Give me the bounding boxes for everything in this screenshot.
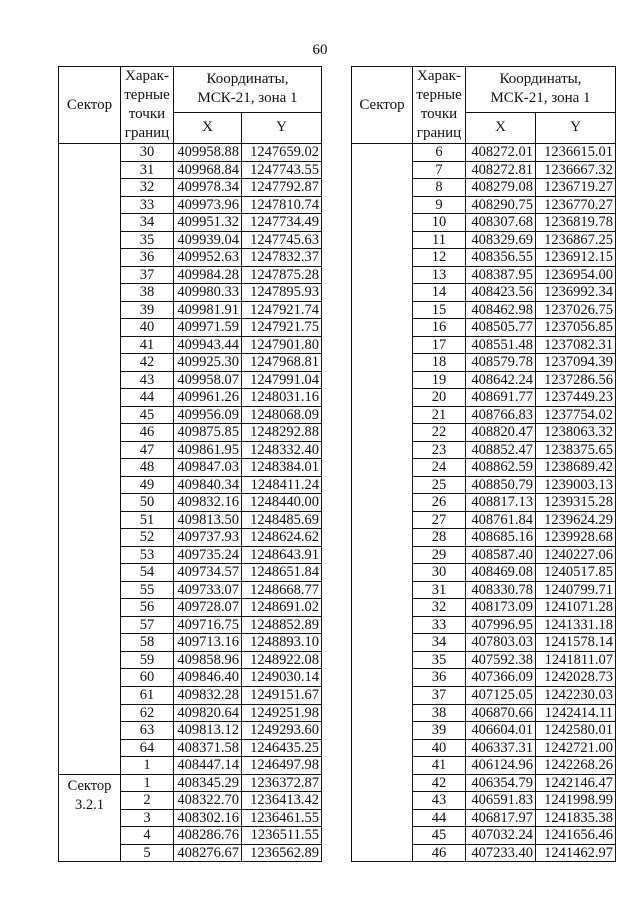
point-number-cell: 34 [121, 214, 174, 232]
x-coordinate-cell: 408852.47 [466, 441, 536, 459]
point-number-cell: 31 [121, 161, 174, 179]
x-coordinate-cell: 408272.81 [466, 161, 536, 179]
y-coordinate-cell: 1248332.40 [242, 441, 322, 459]
x-coordinate-cell: 408387.95 [466, 266, 536, 284]
y-coordinate-cell: 1239003.13 [536, 476, 616, 494]
y-coordinate-cell: 1236954.00 [536, 266, 616, 284]
y-coordinate-cell: 1240517.85 [536, 564, 616, 582]
x-coordinate-cell: 407803.03 [466, 634, 536, 652]
y-coordinate-cell: 1247810.74 [242, 196, 322, 214]
y-coordinate-cell: 1247745.63 [242, 231, 322, 249]
point-number-cell: 35 [413, 651, 466, 669]
x-coordinate-cell: 409733.07 [174, 581, 242, 599]
point-number-cell: 46 [413, 844, 466, 862]
x-coordinate-cell: 408302.16 [174, 809, 242, 827]
y-coordinate-cell: 1248691.02 [242, 599, 322, 617]
point-number-cell: 44 [121, 389, 174, 407]
x-coordinate-cell: 408272.01 [466, 144, 536, 162]
header-points-line: границ [124, 125, 170, 141]
sector-label: Сектор 3.2.1 [67, 777, 112, 813]
point-number-cell: 48 [121, 459, 174, 477]
y-coordinate-cell: 1237094.39 [536, 354, 616, 372]
x-coordinate-cell: 409813.12 [174, 722, 242, 740]
point-number-cell: 9 [413, 196, 466, 214]
point-number-cell: 33 [413, 616, 466, 634]
x-coordinate-cell: 409971.59 [174, 319, 242, 337]
x-coordinate-cell: 408307.68 [466, 214, 536, 232]
y-coordinate-cell: 1248893.10 [242, 634, 322, 652]
x-coordinate-cell: 408286.76 [174, 827, 242, 845]
point-number-cell: 44 [413, 809, 466, 827]
x-coordinate-cell: 408173.09 [466, 599, 536, 617]
point-number-cell: 60 [121, 669, 174, 687]
header-sector: Сектор [352, 67, 413, 144]
y-coordinate-cell: 1236819.78 [536, 214, 616, 232]
point-number-cell: 28 [413, 529, 466, 547]
x-coordinate-cell: 409813.50 [174, 511, 242, 529]
y-coordinate-cell: 1239315.28 [536, 494, 616, 512]
point-number-cell: 43 [121, 371, 174, 389]
y-coordinate-cell: 1248624.62 [242, 529, 322, 547]
x-coordinate-cell: 408330.78 [466, 581, 536, 599]
point-number-cell: 52 [121, 529, 174, 547]
y-coordinate-cell: 1248643.91 [242, 546, 322, 564]
x-coordinate-cell: 408469.08 [466, 564, 536, 582]
point-number-cell: 31 [413, 581, 466, 599]
y-coordinate-cell: 1247832.37 [242, 249, 322, 267]
point-number-cell: 6 [413, 144, 466, 162]
x-coordinate-cell: 409840.34 [174, 476, 242, 494]
y-coordinate-cell: 1237449.23 [536, 389, 616, 407]
y-coordinate-cell: 1238375.65 [536, 441, 616, 459]
point-number-cell: 36 [413, 669, 466, 687]
y-coordinate-cell: 1248031.16 [242, 389, 322, 407]
x-coordinate-cell: 409832.28 [174, 686, 242, 704]
page-number: 60 [312, 42, 328, 58]
y-coordinate-cell: 1248068.09 [242, 406, 322, 424]
x-coordinate-cell: 409958.07 [174, 371, 242, 389]
point-number-cell: 40 [121, 319, 174, 337]
y-coordinate-cell: 1236372.87 [242, 774, 322, 792]
point-number-cell: 35 [121, 231, 174, 249]
point-number-cell: 53 [121, 546, 174, 564]
y-coordinate-cell: 1247901.80 [242, 336, 322, 354]
y-coordinate-cell: 1241578.14 [536, 634, 616, 652]
y-coordinate-cell: 1236719.27 [536, 179, 616, 197]
point-number-cell: 58 [121, 634, 174, 652]
point-number-cell: 45 [121, 406, 174, 424]
table-row [59, 144, 322, 162]
table-row [352, 144, 616, 162]
y-coordinate-cell: 1237082.31 [536, 336, 616, 354]
point-number-cell: 27 [413, 511, 466, 529]
x-coordinate-cell: 409728.07 [174, 599, 242, 617]
y-coordinate-cell: 1248292.88 [242, 424, 322, 442]
point-number-cell: 46 [121, 424, 174, 442]
point-number-cell: 41 [121, 336, 174, 354]
point-number-cell: 32 [121, 179, 174, 197]
point-number-cell: 11 [413, 231, 466, 249]
x-coordinate-cell: 406337.31 [466, 739, 536, 757]
point-number-cell: 63 [121, 722, 174, 740]
header-points [413, 67, 466, 144]
point-number-cell: 32 [413, 599, 466, 617]
x-coordinate-cell: 406124.96 [466, 757, 536, 775]
header-points-line: терные [416, 87, 462, 103]
header-coordinates-line: МСК-21, зона 1 [490, 90, 591, 107]
x-coordinate-cell: 408579.78 [466, 354, 536, 372]
point-number-cell: 24 [413, 459, 466, 477]
point-number-cell: 55 [121, 581, 174, 599]
point-number-cell: 21 [413, 406, 466, 424]
x-coordinate-cell: 408850.79 [466, 476, 536, 494]
x-coordinate-cell: 408817.13 [466, 494, 536, 512]
x-coordinate-cell: 409734.57 [174, 564, 242, 582]
point-number-cell: 37 [413, 686, 466, 704]
y-coordinate-cell: 1246435.25 [242, 739, 322, 757]
y-coordinate-cell: 1236992.34 [536, 284, 616, 302]
x-coordinate-cell: 408447.14 [174, 757, 242, 775]
point-number-cell: 45 [413, 827, 466, 845]
x-coordinate-cell: 409832.16 [174, 494, 242, 512]
y-coordinate-cell: 1247968.81 [242, 354, 322, 372]
y-coordinate-cell: 1247895.93 [242, 284, 322, 302]
y-coordinate-cell: 1241462.97 [536, 844, 616, 862]
x-coordinate-cell: 408279.08 [466, 179, 536, 197]
y-coordinate-cell: 1247743.55 [242, 161, 322, 179]
x-coordinate-cell: 408642.24 [466, 371, 536, 389]
y-coordinate-cell: 1242721.00 [536, 739, 616, 757]
point-number-cell: 4 [121, 827, 174, 845]
x-coordinate-cell: 409952.63 [174, 249, 242, 267]
y-coordinate-cell: 1241998.99 [536, 792, 616, 810]
y-coordinate-cell: 1236413.42 [242, 792, 322, 810]
x-coordinate-cell: 406870.66 [466, 704, 536, 722]
point-number-cell: 41 [413, 757, 466, 775]
point-number-cell: 42 [413, 774, 466, 792]
x-coordinate-cell: 408329.69 [466, 231, 536, 249]
x-coordinate-cell: 409847.03 [174, 459, 242, 477]
header-points-line: Харак- [125, 68, 169, 84]
header-points-line: границ [416, 125, 462, 141]
x-coordinate-cell: 407233.40 [466, 844, 536, 862]
x-coordinate-cell: 409737.93 [174, 529, 242, 547]
x-coordinate-cell: 409981.91 [174, 301, 242, 319]
header-sector: Сектор [59, 67, 121, 144]
point-number-cell: 19 [413, 371, 466, 389]
x-coordinate-cell: 406604.01 [466, 722, 536, 740]
x-coordinate-cell: 407366.09 [466, 669, 536, 687]
point-number-cell: 30 [121, 144, 174, 162]
x-coordinate-cell: 408820.47 [466, 424, 536, 442]
header-points [121, 67, 174, 144]
point-number-cell: 54 [121, 564, 174, 582]
point-number-cell: 42 [121, 354, 174, 372]
point-number-cell: 51 [121, 511, 174, 529]
x-coordinate-cell: 408685.16 [466, 529, 536, 547]
x-coordinate-cell: 408587.40 [466, 546, 536, 564]
x-coordinate-cell: 408356.55 [466, 249, 536, 267]
x-coordinate-cell: 408290.75 [466, 196, 536, 214]
point-number-cell: 16 [413, 319, 466, 337]
point-number-cell: 3 [121, 809, 174, 827]
y-coordinate-cell: 1236461.55 [242, 809, 322, 827]
y-coordinate-cell: 1247734.49 [242, 214, 322, 232]
y-coordinate-cell: 1241811.07 [536, 651, 616, 669]
y-coordinate-cell: 1238063.32 [536, 424, 616, 442]
x-coordinate-cell: 408505.77 [466, 319, 536, 337]
point-number-cell: 25 [413, 476, 466, 494]
x-coordinate-cell: 409820.64 [174, 704, 242, 722]
point-number-cell: 30 [413, 564, 466, 582]
header-points-line: терные [124, 87, 170, 103]
y-coordinate-cell: 1240799.71 [536, 581, 616, 599]
point-number-cell: 61 [121, 686, 174, 704]
y-coordinate-cell: 1236912.15 [536, 249, 616, 267]
point-number-cell: 18 [413, 354, 466, 372]
y-coordinate-cell: 1247659.02 [242, 144, 322, 162]
sector-cell [352, 144, 413, 862]
x-coordinate-cell: 408276.67 [174, 844, 242, 862]
header-coordinates-line: Координаты, [206, 71, 289, 88]
x-coordinate-cell: 409984.28 [174, 266, 242, 284]
point-number-cell: 57 [121, 616, 174, 634]
header-points-line: точки [128, 106, 166, 122]
x-coordinate-cell: 406817.97 [466, 809, 536, 827]
y-coordinate-cell: 1236867.25 [536, 231, 616, 249]
x-coordinate-cell: 408322.70 [174, 792, 242, 810]
x-coordinate-cell: 409713.16 [174, 634, 242, 652]
y-coordinate-cell: 1242268.26 [536, 757, 616, 775]
table-row [59, 774, 322, 792]
header-coordinates-line: МСК-21, зона 1 [197, 90, 298, 107]
header-y: Y [242, 112, 322, 143]
y-coordinate-cell: 1238689.42 [536, 459, 616, 477]
point-number-cell: 40 [413, 739, 466, 757]
header-x: X [174, 112, 242, 143]
y-coordinate-cell: 1241835.38 [536, 809, 616, 827]
coordinates-table-right [351, 66, 616, 862]
header-coordinates [174, 67, 322, 113]
x-coordinate-cell: 409925.30 [174, 354, 242, 372]
y-coordinate-cell: 1236770.27 [536, 196, 616, 214]
y-coordinate-cell: 1247921.75 [242, 319, 322, 337]
y-coordinate-cell: 1247875.28 [242, 266, 322, 284]
x-coordinate-cell: 408761.84 [466, 511, 536, 529]
x-coordinate-cell: 408462.98 [466, 301, 536, 319]
x-coordinate-cell: 408691.77 [466, 389, 536, 407]
x-coordinate-cell: 407125.05 [466, 686, 536, 704]
point-number-cell: 33 [121, 196, 174, 214]
point-number-cell: 39 [413, 722, 466, 740]
y-coordinate-cell: 1248411.24 [242, 476, 322, 494]
x-coordinate-cell: 409958.88 [174, 144, 242, 162]
point-number-cell: 1 [121, 774, 174, 792]
point-number-cell: 36 [121, 249, 174, 267]
point-number-cell: 37 [121, 266, 174, 284]
x-coordinate-cell: 406354.79 [466, 774, 536, 792]
x-coordinate-cell: 407032.24 [466, 827, 536, 845]
x-coordinate-cell: 407592.38 [466, 651, 536, 669]
point-number-cell: 43 [413, 792, 466, 810]
point-number-cell: 15 [413, 301, 466, 319]
header-y: Y [536, 112, 616, 143]
y-coordinate-cell: 1239624.29 [536, 511, 616, 529]
point-number-cell: 38 [121, 284, 174, 302]
x-coordinate-cell: 408551.48 [466, 336, 536, 354]
y-coordinate-cell: 1241331.18 [536, 616, 616, 634]
point-number-cell: 47 [121, 441, 174, 459]
y-coordinate-cell: 1242414.11 [536, 704, 616, 722]
x-coordinate-cell: 409956.09 [174, 406, 242, 424]
header-coordinates [466, 67, 616, 113]
header-x: X [466, 112, 536, 143]
x-coordinate-cell: 406591.83 [466, 792, 536, 810]
point-number-cell: 62 [121, 704, 174, 722]
y-coordinate-cell: 1247991.04 [242, 371, 322, 389]
x-coordinate-cell: 409980.33 [174, 284, 242, 302]
point-number-cell: 5 [121, 844, 174, 862]
header-points-line: Харак- [417, 68, 461, 84]
point-number-cell: 34 [413, 634, 466, 652]
y-coordinate-cell: 1248922.08 [242, 651, 322, 669]
x-coordinate-cell: 409846.40 [174, 669, 242, 687]
x-coordinate-cell: 408423.56 [466, 284, 536, 302]
point-number-cell: 8 [413, 179, 466, 197]
x-coordinate-cell: 409858.96 [174, 651, 242, 669]
y-coordinate-cell: 1248852.89 [242, 616, 322, 634]
y-coordinate-cell: 1236615.01 [536, 144, 616, 162]
point-number-cell: 50 [121, 494, 174, 512]
coordinates-table-left [58, 66, 322, 862]
point-number-cell: 13 [413, 266, 466, 284]
y-coordinate-cell: 1249293.60 [242, 722, 322, 740]
y-coordinate-cell: 1249030.14 [242, 669, 322, 687]
y-coordinate-cell: 1237026.75 [536, 301, 616, 319]
y-coordinate-cell: 1237286.56 [536, 371, 616, 389]
point-number-cell: 17 [413, 336, 466, 354]
point-number-cell: 38 [413, 704, 466, 722]
point-number-cell: 29 [413, 546, 466, 564]
x-coordinate-cell: 407996.95 [466, 616, 536, 634]
point-number-cell: 20 [413, 389, 466, 407]
point-number-cell: 12 [413, 249, 466, 267]
y-coordinate-cell: 1247921.74 [242, 301, 322, 319]
sector-cell [59, 144, 121, 775]
x-coordinate-cell: 409875.85 [174, 424, 242, 442]
point-number-cell: 22 [413, 424, 466, 442]
point-number-cell: 2 [121, 792, 174, 810]
sector-cell [59, 774, 121, 862]
y-coordinate-cell: 1248485.69 [242, 511, 322, 529]
y-coordinate-cell: 1246497.98 [242, 757, 322, 775]
point-number-cell: 59 [121, 651, 174, 669]
point-number-cell: 39 [121, 301, 174, 319]
point-number-cell: 14 [413, 284, 466, 302]
y-coordinate-cell: 1242028.73 [536, 669, 616, 687]
header-coordinates-line: Координаты, [499, 71, 582, 88]
y-coordinate-cell: 1237754.02 [536, 406, 616, 424]
x-coordinate-cell: 409978.34 [174, 179, 242, 197]
y-coordinate-cell: 1242230.03 [536, 686, 616, 704]
y-coordinate-cell: 1236511.55 [242, 827, 322, 845]
y-coordinate-cell: 1248384.01 [242, 459, 322, 477]
x-coordinate-cell: 409939.04 [174, 231, 242, 249]
x-coordinate-cell: 409716.75 [174, 616, 242, 634]
point-number-cell: 64 [121, 739, 174, 757]
point-number-cell: 10 [413, 214, 466, 232]
y-coordinate-cell: 1242580.01 [536, 722, 616, 740]
y-coordinate-cell: 1236667.32 [536, 161, 616, 179]
y-coordinate-cell: 1239928.68 [536, 529, 616, 547]
point-number-cell: 23 [413, 441, 466, 459]
y-coordinate-cell: 1237056.85 [536, 319, 616, 337]
y-coordinate-cell: 1249251.98 [242, 704, 322, 722]
y-coordinate-cell: 1249151.67 [242, 686, 322, 704]
x-coordinate-cell: 408862.59 [466, 459, 536, 477]
y-coordinate-cell: 1248668.77 [242, 581, 322, 599]
point-number-cell: 56 [121, 599, 174, 617]
x-coordinate-cell: 408766.83 [466, 406, 536, 424]
y-coordinate-cell: 1241656.46 [536, 827, 616, 845]
y-coordinate-cell: 1242146.47 [536, 774, 616, 792]
point-number-cell: 1 [121, 757, 174, 775]
y-coordinate-cell: 1248440.00 [242, 494, 322, 512]
y-coordinate-cell: 1248651.84 [242, 564, 322, 582]
x-coordinate-cell: 408371.58 [174, 739, 242, 757]
y-coordinate-cell: 1241071.28 [536, 599, 616, 617]
x-coordinate-cell: 408345.29 [174, 774, 242, 792]
x-coordinate-cell: 409943.44 [174, 336, 242, 354]
x-coordinate-cell: 409861.95 [174, 441, 242, 459]
point-number-cell: 26 [413, 494, 466, 512]
y-coordinate-cell: 1236562.89 [242, 844, 322, 862]
point-number-cell: 7 [413, 161, 466, 179]
x-coordinate-cell: 409735.24 [174, 546, 242, 564]
y-coordinate-cell: 1247792.87 [242, 179, 322, 197]
header-points-line: точки [420, 106, 458, 122]
x-coordinate-cell: 409973.96 [174, 196, 242, 214]
x-coordinate-cell: 409968.84 [174, 161, 242, 179]
point-number-cell: 49 [121, 476, 174, 494]
x-coordinate-cell: 409951.32 [174, 214, 242, 232]
y-coordinate-cell: 1240227.06 [536, 546, 616, 564]
x-coordinate-cell: 409961.26 [174, 389, 242, 407]
